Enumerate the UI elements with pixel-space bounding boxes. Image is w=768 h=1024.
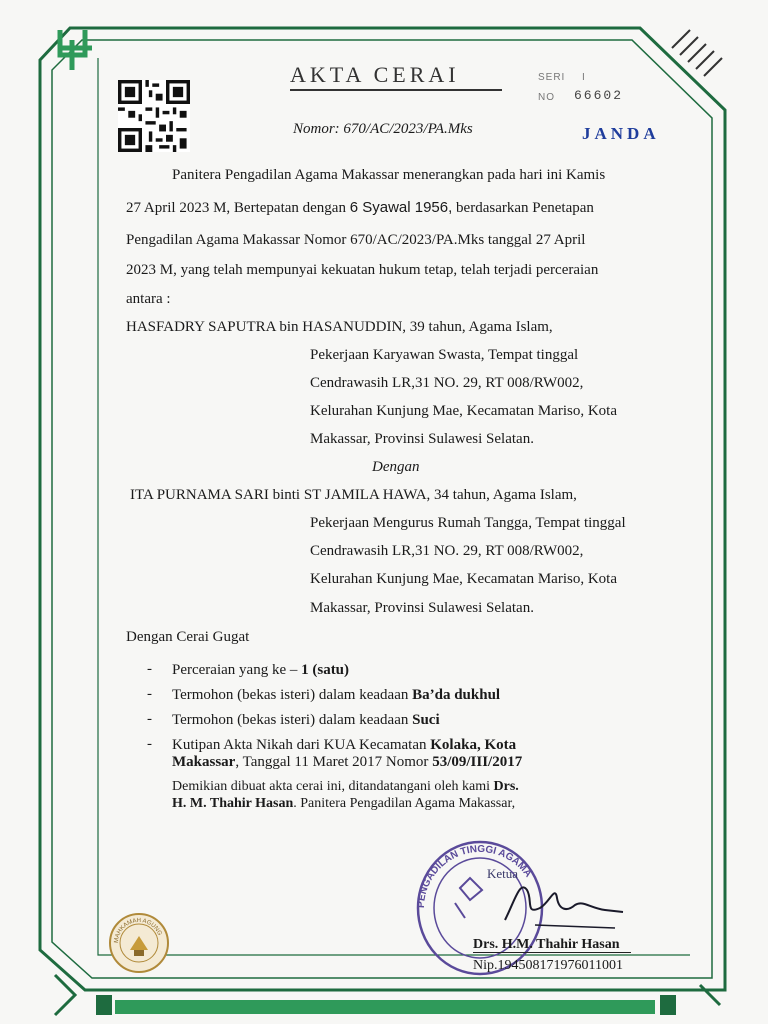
bullet-4-bold-1: Kolaka, Kota: [430, 737, 517, 753]
bullet-dash: -: [147, 686, 152, 702]
bullet-dash: -: [147, 661, 152, 677]
seri-label: SERI: [538, 72, 566, 83]
intro-line-2-part-c: berdasarkan Penetapan: [452, 200, 594, 216]
intro-line-1: Panitera Pengadilan Agama Makassar menerangkan pada hari ini Kamis: [172, 167, 606, 183]
bullet-1: [172, 661, 349, 679]
mahkamah-agung-emblem: [108, 912, 170, 974]
signature-role: Ketua: [487, 866, 519, 881]
party2-detail-line: Kelurahan Kunjung Mae, Kecamatan Mariso, Kota: [310, 571, 617, 587]
bullet-4-text-2: , Tanggal 11 Maret 2017 Nomor: [235, 754, 433, 770]
bullet-2-bold: Ba’da dukhul: [412, 687, 501, 703]
corner-ornament-top-left: [60, 30, 92, 70]
qr-code: [118, 80, 190, 152]
bullet-2-text: Termohon (bekas isteri) dalam keadaan: [172, 687, 413, 703]
no-value: 66602: [574, 88, 624, 103]
bullet-1-bold: 1 (satu): [301, 662, 350, 678]
bullet-1-text: Perceraian yang ke –: [172, 662, 302, 678]
document-title: AKTA CERAI: [290, 62, 460, 87]
bullet-4-line-1: [172, 736, 516, 754]
signatory-name-inline: H. M. Thahir Hasan: [172, 796, 294, 811]
party1-detail-line: Pekerjaan Karyawan Swasta, Tempat tinggal: [310, 347, 579, 363]
signatory-name: Drs. H.M. Thahir Hasan: [473, 937, 620, 952]
handwritten-signature: [495, 870, 625, 930]
emblem-arc-text: MAHKAMAH AGUNG: [113, 917, 163, 944]
party1-detail-line: Kelurahan Kunjung Mae, Kecamatan Mariso, Kota: [310, 403, 617, 419]
bullet-dash: -: [147, 736, 152, 752]
party2-name-line: ITA PURNAMA SARI binti ST JAMILA HAWA, 34 tahun, Agama Islam,: [130, 487, 577, 503]
intro-line-4: 2023 M, yang telah mempunyai kekuatan hukum tetap, telah terjadi perceraian: [126, 262, 599, 278]
separator-dengan: Dengan: [372, 459, 420, 475]
stamp-arc-text: PENGADILAN TINGGI AGAMA: [415, 843, 534, 909]
bullet-4-text: Kutipan Akta Nikah dari KUA Kecamatan: [172, 737, 431, 753]
status-stamp-janda: JANDA: [582, 124, 660, 143]
signature-underline: [473, 952, 631, 953]
bottom-ornament: [96, 995, 676, 1015]
closing-line-2: [172, 795, 515, 813]
closing-line-1: [172, 778, 519, 796]
party2-detail-line: Makassar, Provinsi Sulawesi Selatan.: [310, 600, 534, 616]
intro-line-2-part-a: 27 April 2023 M, Bertepatan dengan: [126, 200, 350, 216]
bullet-2: [172, 686, 500, 704]
bullet-dash: -: [147, 711, 152, 727]
divorce-type: Dengan Cerai Gugat: [126, 629, 250, 645]
party1-name-line: HASFADRY SAPUTRA bin HASANUDDIN, 39 tahun, Agama Islam,: [126, 319, 553, 335]
closing-line-1-text: Demikian dibuat akta cerai ini, ditandatangani oleh kami: [172, 779, 494, 794]
bullet-3-text: Termohon (bekas isteri) dalam keadaan: [172, 712, 413, 728]
bullet-4-bold-2: Makassar: [172, 754, 236, 770]
hatch-top-right: [672, 30, 722, 76]
intro-line-2: [126, 199, 594, 217]
hijri-date: 6 Syawal 1956,: [349, 199, 453, 216]
bullet-4-bold-3: 53/09/III/2017: [432, 754, 523, 770]
party2-detail-line: Cendrawasih LR,31 NO. 29, RT 008/RW002,: [310, 543, 584, 559]
party2-detail-line: Pekerjaan Mengurus Rumah Tangga, Tempat tinggal: [310, 515, 626, 531]
intro-line-3: Pengadilan Agama Makassar Nomor 670/AC/2023/PA.Mks tanggal 27 April: [126, 232, 586, 248]
closing-line-1-bold: Drs.: [493, 779, 519, 794]
intro-line-5: antara :: [126, 291, 171, 307]
signatory-nip: Nip.194508171976011001: [473, 958, 623, 973]
no-label: NO: [538, 92, 555, 103]
bullet-4-line-2: [172, 753, 522, 771]
bullet-3-bold: Suci: [412, 712, 440, 728]
document-number: Nomor: 670/AC/2023/PA.Mks: [293, 121, 473, 137]
party1-detail-line: Cendrawasih LR,31 NO. 29, RT 008/RW002,: [310, 375, 584, 391]
seri-value: I: [582, 72, 586, 83]
closing-line-2-text: . Panitera Pengadilan Agama Makassar,: [293, 796, 516, 811]
bullet-3: [172, 711, 440, 729]
party1-detail-line: Makassar, Provinsi Sulawesi Selatan.: [310, 431, 534, 447]
title-underline: [290, 89, 502, 91]
